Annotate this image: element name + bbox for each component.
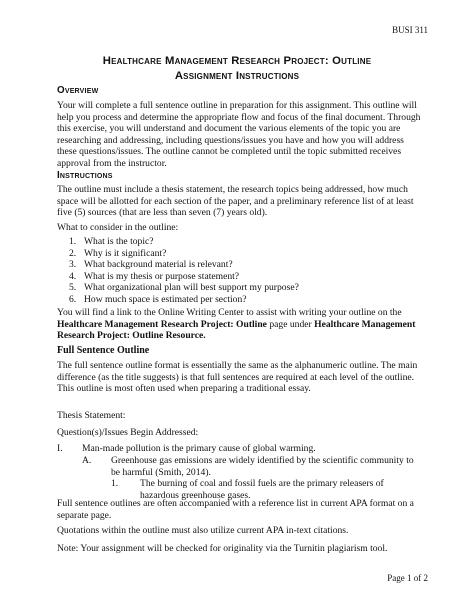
outline-level1b-text: The burning of coal and fossil fuels are the primary releasers of hazardous greenhouse gases.: [140, 478, 384, 501]
list-item: [57, 236, 422, 248]
list-text: How much space is estimated per section?: [84, 293, 247, 305]
list-item: [57, 248, 422, 260]
list-text: What is the topic?: [84, 236, 154, 247]
list-item: [57, 271, 422, 283]
title-line-2: Assignment Instructions: [174, 70, 300, 82]
overview-heading: Overview: [57, 85, 99, 96]
instructions-heading: Instructions: [57, 170, 113, 181]
list-text: What organizational plan will best support my purpose?: [84, 282, 299, 294]
list-number: 1.: [69, 236, 77, 247]
writing-center-paragraph: [57, 307, 422, 342]
list-item: [57, 259, 422, 271]
apa-reference-note: Full sentence outlines are often accompanied with a reference list in current APA format on a separate page.: [57, 498, 414, 521]
instructions-paragraph: The outline must include a thesis statement, the research topics being addressed, how much space will be allotted for each section of the paper, and a preliminary reference list of at least five (5) sources (that are less than seven (7) years old).: [57, 184, 414, 219]
list-item: [57, 294, 422, 306]
outline-marker-letter: A.: [82, 455, 92, 466]
list-number: 6.: [69, 293, 77, 305]
outline-resource-name: Healthcare Management Research Project: Outline Resource.: [57, 318, 416, 342]
list-text: Why is it significant?: [84, 247, 167, 259]
list-item: [57, 282, 422, 294]
full-sentence-heading: Full Sentence Outline: [57, 345, 150, 356]
course-code: BUSI 311: [392, 25, 428, 35]
considerations-list: [57, 236, 422, 306]
writing-center-text-mid: page under: [266, 318, 315, 330]
list-number: 3.: [69, 259, 77, 271]
title-line-1: Healthcare Management Research Project: Outline: [102, 55, 372, 67]
list-text: What is my thesis or purpose statement?: [84, 270, 240, 282]
consider-intro: What to consider in the outline:: [57, 222, 179, 233]
list-number: 2.: [69, 247, 77, 259]
full-sentence-paragraph: The full sentence outline format is essentially the same as the alphanumeric outline. The main difference (as the title suggests) is that full sentences are required at each level of the outline. This outline is most often used when preparing a traditional essay.: [57, 360, 418, 395]
document-title: [46, 54, 428, 84]
outline-page-name: Healthcare Management Research Project: Outline: [57, 318, 267, 330]
questions-label: Question(s)/Issues Begin Addressed:: [57, 427, 199, 438]
thesis-label: Thesis Statement:: [57, 410, 126, 421]
list-number: 5.: [69, 282, 77, 294]
overview-paragraph: Your will complete a full sentence outline in preparation for this assignment. This outline will help you process and determine the appropriate flow and focus of the final document. Through this exercise, you will understand and document the various elements of the topic you are researching and addressing, including questions/issues you have and how you will address these questions/issues. The outline cannot be completed until the topic submitted receives approval from the instructor.: [57, 100, 421, 169]
writing-center-text: You will find a link to the Online Writing Center to assist with writing your outline on the: [57, 307, 402, 318]
outline-marker-roman: I.: [57, 443, 63, 454]
page-number: Page 1 of 2: [387, 573, 428, 583]
originality-note: Note: Your assignment will be checked for originality via the Turnitin plagiarism tool.: [57, 543, 388, 554]
list-text: What background material is relevant?: [84, 259, 233, 271]
outline-levelA-text: Greenhouse gas emissions are widely identified by the scientific community to be harmful (Smith, 2014).: [111, 455, 414, 478]
outline-marker-number: 1.: [111, 478, 119, 489]
outline-level1-text: Man-made pollution is the primary cause of global warming.: [82, 443, 316, 454]
apa-citation-note: Quotations within the outline must also utilize current APA in-text citations.: [57, 525, 349, 536]
list-number: 4.: [69, 270, 77, 282]
